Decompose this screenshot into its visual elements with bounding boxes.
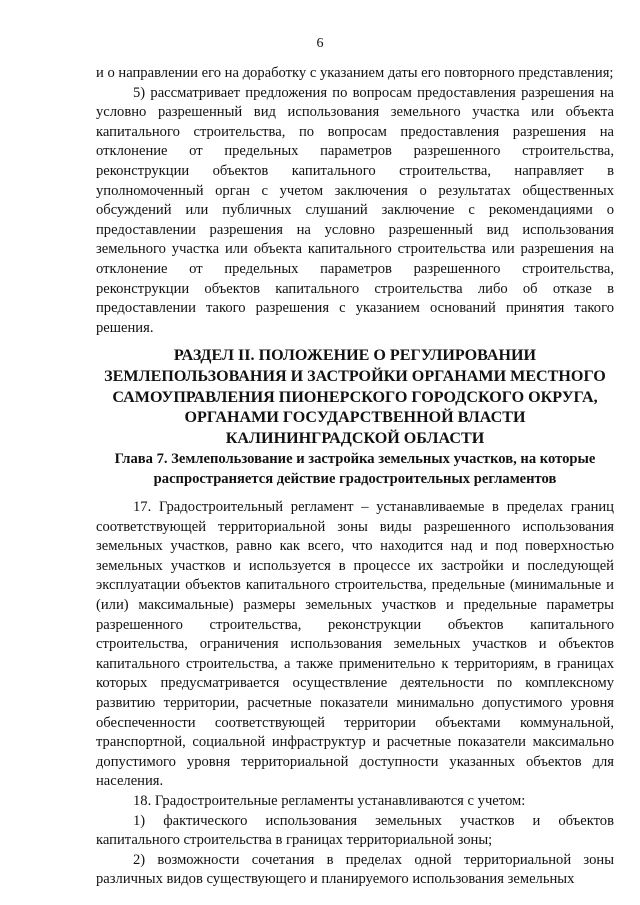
section-title: РАЗДЕЛ II. ПОЛОЖЕНИЕ О РЕГУЛИРОВАНИИ ЗЕМЛЕПОЛЬЗОВАНИЯ И ЗАСТРОЙКИ ОРГАНАМИ МЕСТНОГО САМОУПРАВЛЕНИЯ ПИОНЕРСКОГО ГОРОДСКОГО ОКРУГА, ОРГАНАМИ ГОСУДАРСТВЕННОЙ ВЛАСТИ КАЛИНИНГРАДСКОЙ ОБЛАСТИ	[104, 347, 606, 448]
chapter-text-block	[96, 498, 614, 890]
paragraph-item-5: 5) рассматривает предложения по вопросам предоставления разрешения на условно разрешенный вид использования земельного участка или объекта капитального строительства, по вопросам предоставления разрешения на отклонение от предельных параметров разрешенного строительства, реконструкции объектов капитального строительства, направляет в уполномоченный орган с учетом заключения о результатах общественных обсуждений или публичных слушаний заключение с рекомендациями о предоставлении разрешения на условно разрешенный вид использования земельного участка или объекта капитального строительства или разрешения на отклонение от предельных параметров разрешенного строительства, реконструкции объектов капитального строительства либо об отказе в предоставлении такого разрешения с указанием оснований принятия такого решения.	[96, 84, 614, 336]
paragraph-18-item-2: 2) возможности сочетания в пределах одной территориальной зоны различных видов существующего и планируемого использования земельных	[96, 851, 614, 888]
paragraph-continuation: и о направлении его на доработку с указанием даты его повторного представления;	[96, 65, 614, 81]
page-number: 6	[316, 36, 324, 51]
top-text-block	[96, 64, 614, 338]
paragraph-18: 18. Градостроительные регламенты устанавливаются с учетом:	[133, 792, 526, 809]
chapter-title: Глава 7. Землепользование и застройка земельных участков, на которые распространяется действие градостроительных регламентов	[114, 451, 596, 487]
paragraph-18-item-1: 1) фактического использования земельных участков и объектов капитального строительства в границах территориальной зоны;	[96, 812, 614, 849]
paragraph-17: 17. Градостроительный регламент – устанавливаемые в пределах границ соответствующей территориальной зоны виды разрешенного использования земельных участков, равно как всего, что находится над и под поверхностью земельных участков и используется в процессе их застройки и последующей эксплуатации объектов капитального строительства, предельные (минимальные и (или) максимальные) размеры земельных участков и предельные параметры разрешенного строительства, реконструкции объектов капитального строительства, ограничения использования земельных участков и объектов капитального строительства, а также применительно к территориям, в границах которых предусматривается осуществление деятельности по комплексному развитию территории, расчетные показатели минимально допустимого уровня обеспеченности соответствующей территории объектами коммунальной, транспортной, социальной инфраструктур и расчетные показатели максимально допустимого уровня территориальной доступности указанных объектов для населения.	[96, 499, 614, 790]
